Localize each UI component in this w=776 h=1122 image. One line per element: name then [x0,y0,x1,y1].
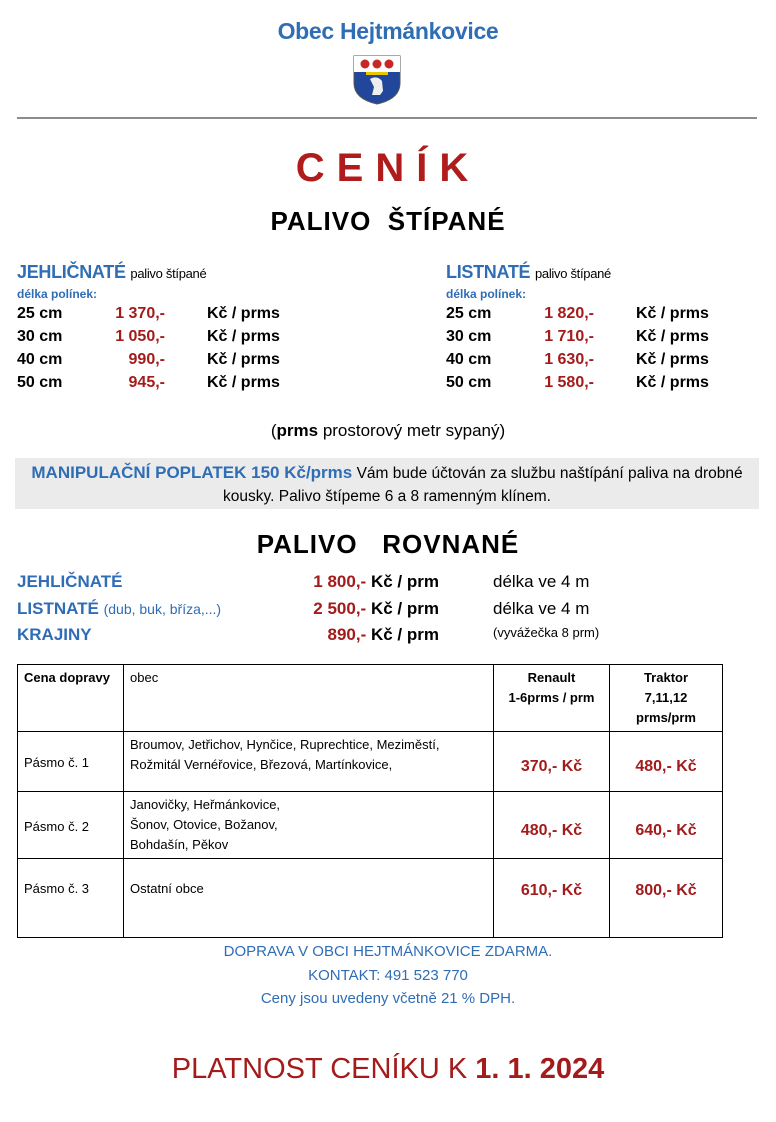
handling-fee-text: Vám bude účtován za službu naštípání paliva na drobné kousky. Palivo štípeme 6 a 8 ramenným klínem. [223,465,743,505]
section-stacked-title: PALIVO ROVNANÉ [256,529,520,559]
coniferous-title: JEHLIČNATÉ [17,262,126,282]
municipality-name: Obec Hejtmánkovice [277,18,499,44]
price-row: 25 cm 1 820,- Kč / prms [446,305,709,322]
table-row: Pásmo č. 3 Ostatní obce 610,- Kč 800,- Kč [18,859,723,938]
price-row: 50 cm 945,- Kč / prms [17,374,280,391]
footer-notes [0,940,776,1011]
length-label: délka polínek: [446,287,527,301]
handling-fee-heading: MANIPULAČNÍ POPLATEK 150 Kč/prms [31,463,353,482]
header-divider [17,117,757,119]
vat-note: Ceny jsou uvedeny včetně 21 % DPH. [260,990,516,1007]
price-row: 30 cm 1 710,- Kč / prms [446,328,709,345]
prms-definition: (prms prostorový metr sypaný) [270,421,506,440]
price-row: 50 cm 1 580,- Kč / prms [446,374,709,391]
validity-line: PLATNOST CENÍKU K 1. 1. 2024 [171,1053,605,1085]
section-split-title: PALIVO ŠTÍPANÉ [270,206,506,236]
price-row: 25 cm 1 370,- Kč / prms [17,305,280,322]
contact-line: KONTAKT: 491 523 770 [308,966,468,984]
coat-of-arms-icon [352,55,402,105]
stacked-row: KRAJINY 890,- Kč / prm (vyvážečka 8 prm) [17,625,600,644]
coniferous-subtitle: palivo štípané [130,266,207,281]
stacked-row: JEHLIČNATÉ 1 800,- Kč / prm délka ve 4 m [17,572,590,591]
page-title: CENÍK [295,146,481,190]
free-delivery-note: DOPRAVA V OBCI HEJTMÁNKOVICE ZDARMA. [223,943,553,960]
coniferous-split-prices [17,262,337,397]
table-row: Pásmo č. 1 Broumov, Jetřichov, Hynčice, Ruprechtice, Meziměstí, Rožmitál Vernéřovice, Březová, Martínkovice, 370,- Kč 480,- Kč [18,732,723,792]
handling-fee-box [15,458,759,509]
table-header-row: Cena dopravy obec Renault 1-6prms / prm Traktor 7,11,12 prms/prm [18,665,723,732]
table-row: Pásmo č. 2 Janovičky, Heřmánkovice, Šonov, Otovice, Božanov, Bohdašín, Pěkov 480,- Kč 640,- Kč [18,792,723,859]
deciduous-subtitle: palivo štípané [534,266,611,281]
price-row: 40 cm 990,- Kč / prms [17,351,280,368]
deciduous-split-prices [446,262,766,397]
deciduous-title: LISTNATÉ [446,262,531,282]
stacked-row: LISTNATÉ (dub, buk, bříza,...) 2 500,- Kč / prm délka ve 4 m [17,599,590,618]
length-label: délka polínek: [17,287,98,301]
transport-price-table [17,664,723,938]
price-row: 30 cm 1 050,- Kč / prms [17,328,280,345]
price-row: 40 cm 1 630,- Kč / prms [446,351,709,368]
